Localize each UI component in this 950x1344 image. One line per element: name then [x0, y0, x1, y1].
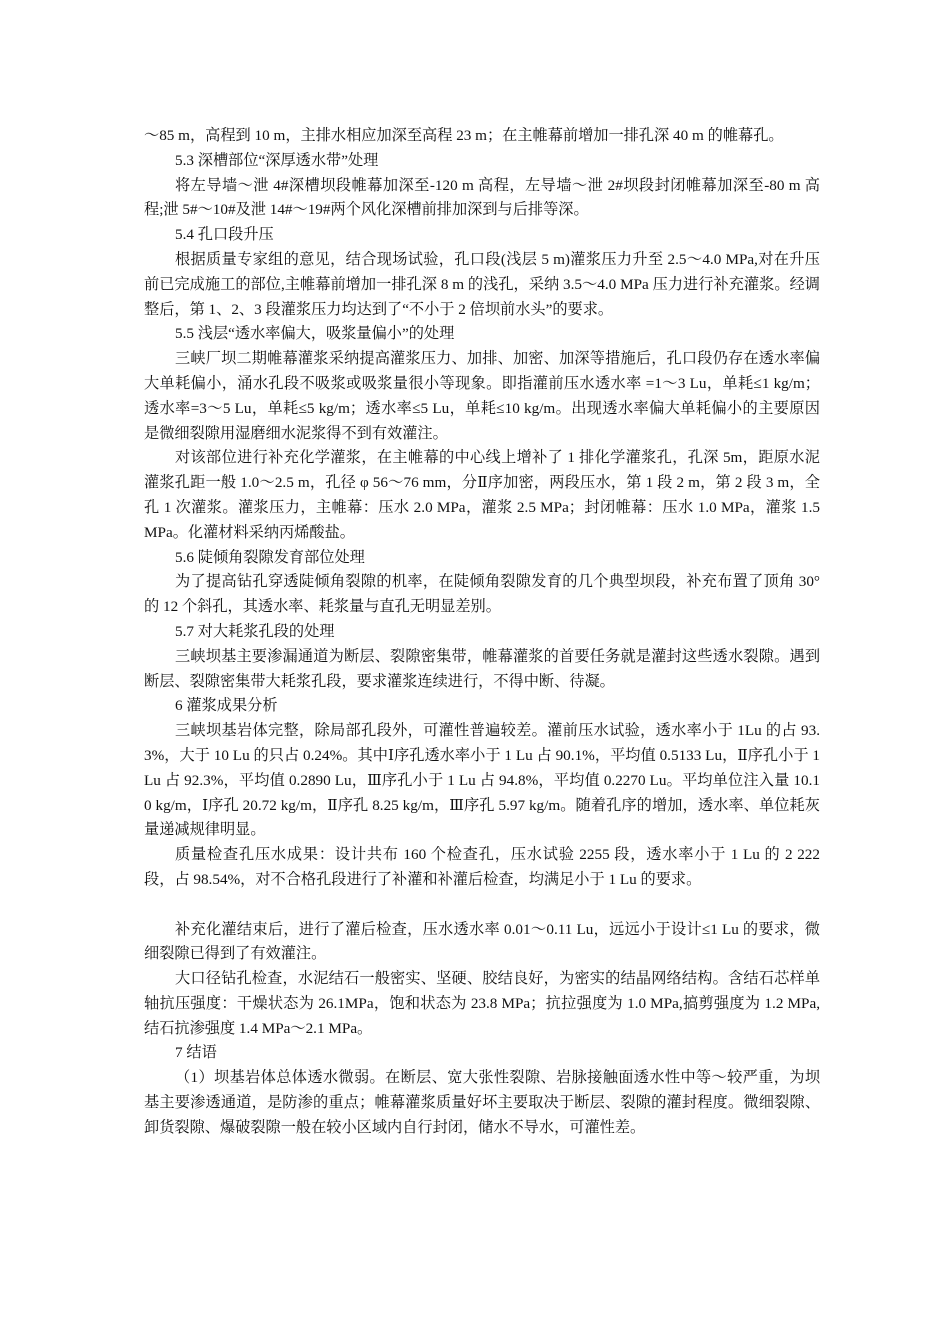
- body-paragraph: 大口径钻孔检查，水泥结石一般密实、坚硬、胶结良好，为密实的结晶网络结构。含结石芯样单轴抗压强度：干燥状态为 26.1MPa，饱和状态为 23.8 MPa；抗拉强度为 1.0 MPa,搞剪强度为 1.2 MPa,结石抗渗强度 1.4 MPa～2.1 MPa。: [144, 970, 820, 1037]
- body-paragraph: 三峡厂坝二期帷幕灌浆采纳提高灌浆压力、加排、加密、加深等措施后，孔口段仍存在透水率偏大单耗偏小，涌水孔段不吸浆或吸浆量很小等现象。即指灌前压水透水率 =1～3 Lu，单耗≤1 kg/m；透水率=3～5 Lu，单耗≤5 kg/m；透水率≤5 Lu，单耗≤10 kg/m。出现透水率偏大单耗偏小的主要原因是微细裂隙用湿磨细水泥浆得不到有效灌注。: [144, 350, 820, 442]
- body-paragraph: 根据质量专家组的意见，结合现场试验，孔口段(浅层 5 m)灌浆压力升至 2.5～4.0 MPa,对在升压前已完成施工的部位,主帷幕前增加一排孔深 8 m 的浅孔，采纳 3.5～4.0 MPa 压力进行补充灌浆。经调整后，第 1、2、3 段灌浆压力均达到了“不小于 2 倍坝前水头”的要求。: [144, 250, 820, 318]
- section-heading-6: 6 灌浆成果分析: [175, 697, 278, 715]
- body-paragraph: 质量检查孔压水成果：设计共布 160 个检查孔，压水试验 2255 段，透水率小于 1 Lu 的 2 222 段，占 98.54%，对不合格孔段进行了补灌和补灌后检查，均满足小于 1 Lu 的要求。: [144, 846, 820, 888]
- section-heading-7: 7 结语: [175, 1044, 217, 1062]
- body-paragraph: 对该部位进行补充化学灌浆，在主帷幕的中心线上增补了 1 排化学灌浆孔，孔深 5m，距原水泥灌浆孔距一般 1.0～2.5 m，孔径 φ 56～76 mm，分Ⅱ序加密，两段压水，第 1 段 2 m，第 2 段 3 m，全孔 1 次灌浆。灌浆压力，主帷幕：压水 2.0 MPa，灌浆 2.5 MPa；封闭帷幕：压水 1.0 MPa，灌浆 1.5 MPa。化灌材料采纳丙烯酸盐。: [144, 449, 820, 541]
- blank-line: [144, 893, 820, 918]
- section-heading-5-6: 5.6 陡倾角裂隙发育部位处理: [175, 548, 365, 566]
- body-paragraph: 为了提高钻孔穿透陡倾角裂隙的机率，在陡倾角裂隙发育的几个典型坝段，补充布置了顶角 30°的 12 个斜孔，其透水率、耗浆量与直孔无明显差别。: [144, 573, 820, 616]
- body-paragraph: （1）坝基岩体总体透水微弱。在断层、宽大张性裂隙、岩脉接触面透水性中等～较严重，为坝基主要渗透通道，是防渗的重点；帷幕灌浆质量好坏主要取决于断层、裂隙的灌封程度。微细裂隙、卸货裂隙、爆破裂隙一般在较小区域内自行封闭，储水不导水，可灌性差。: [144, 1069, 820, 1136]
- body-paragraph: 三峡坝基主要渗漏通道为断层、裂隙密集带，帷幕灌浆的首要任务就是灌封这些透水裂隙。遇到断层、裂隙密集带大耗浆孔段，要求灌浆连续进行，不得中断、待凝。: [144, 647, 820, 690]
- section-heading-5-5: 5.5 浅层“透水率偏大，吸浆量偏小”的处理: [175, 325, 455, 343]
- body-paragraph: 三峡坝基岩体完整，除局部孔段外，可灌性普遍较差。灌前压水试验，透水率小于 1Lu 的占 93.3%，大于 10 Lu 的只占 0.24%。其中Ⅰ序孔透水率小于 1 Lu 占 90.1%，平均值 0.5133 Lu，Ⅱ序孔小于 1Lu 占 92.3%，平均值 0.2890 Lu，Ⅲ序孔小于 1 Lu 占 94.8%，平均值 0.2270 Lu。平均单位注入量 10.10 kg/m，Ⅰ序孔 20.72 kg/m，Ⅱ序孔 8.25 kg/m，Ⅲ序孔 5.97 kg/m。随着孔序的增加，透水率、单位耗灰量递减规律明显。: [144, 722, 820, 839]
- section-heading-5-7: 5.7 对大耗浆孔段的处理: [175, 622, 335, 640]
- section-heading-5-3: 5.3 深槽部位“深厚透水带”处理: [175, 151, 379, 169]
- body-paragraph: 补充化灌结束后，进行了灌后检查，压水透水率 0.01～0.11 Lu，远远小于设计≤1 Lu 的要求，微细裂隙已得到了有效灌注。: [144, 920, 820, 963]
- section-heading-5-4: 5.4 孔口段升压: [175, 226, 274, 244]
- document-page: [144, 124, 820, 1141]
- body-paragraph-continued: ～85 m，高程到 10 m，主排水相应加深至高程 23 m；在主帷幕前增加一排孔深 40 m 的帷幕孔。: [144, 127, 784, 144]
- body-paragraph: 将左导墙～泄 4#深槽坝段帷幕加深至-120 m 高程，左导墙～泄 2#坝段封闭帷幕加深至-80 m 高程;泄 5#～10#及泄 14#～19#两个风化深槽前排加深到与后排等深。: [144, 176, 820, 219]
